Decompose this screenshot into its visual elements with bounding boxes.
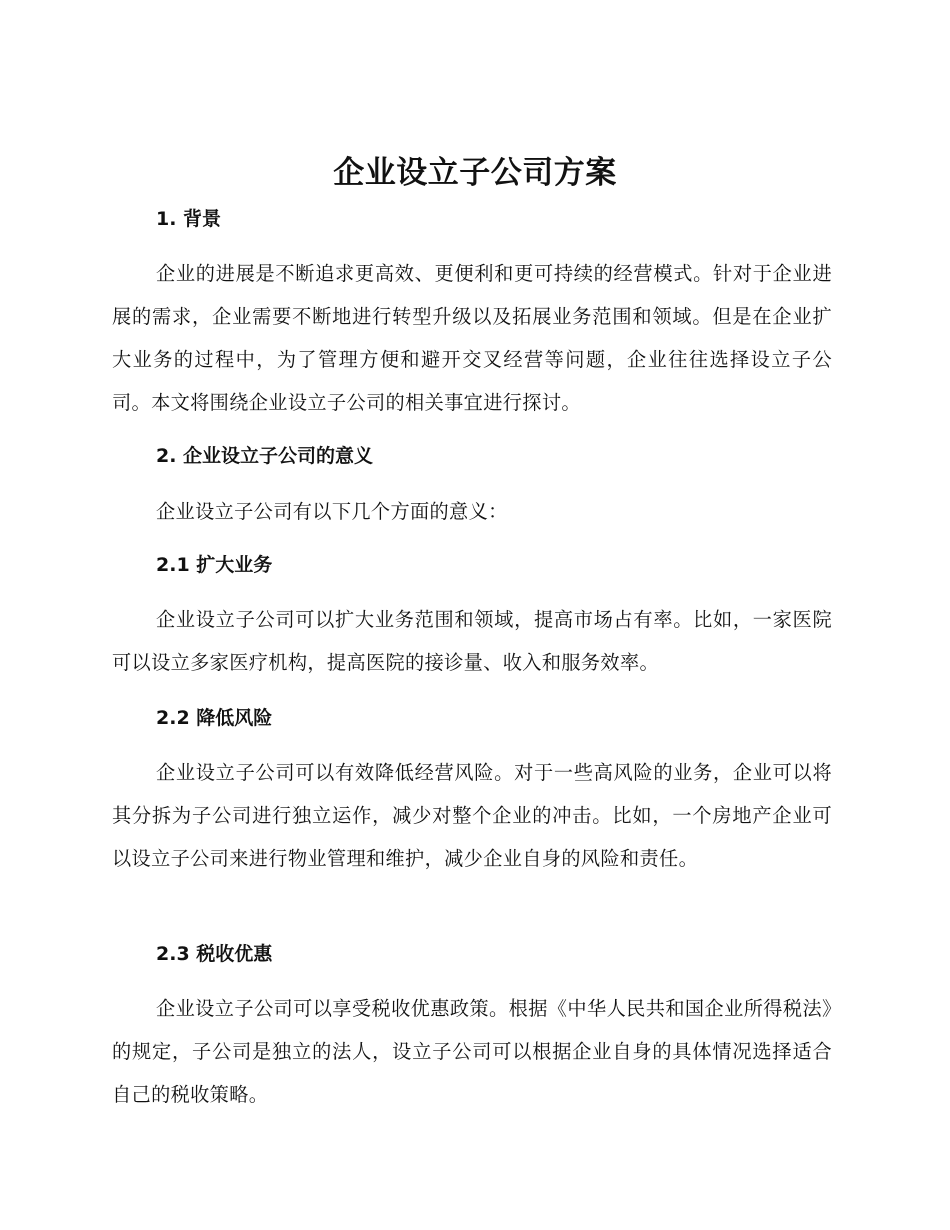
section-heading-expand-business: 2.1 扩大业务 xyxy=(156,554,273,576)
section-paragraph-expand-business: 企业设立子公司可以扩大业务范围和领域，提高市场占有率。比如，一家医院可以设立多家医疗机构，提高医院的接诊量、收入和服务效率。 xyxy=(112,608,832,674)
section-heading-significance: 2. 企业设立子公司的意义 xyxy=(156,445,374,467)
section-paragraph-significance: 企业设立子公司有以下几个方面的意义： xyxy=(156,500,508,523)
section-paragraph-tax-benefits: 企业设立子公司可以享受税收优惠政策。根据《中华人民共和国企业所得税法》的规定，子公司是独立的法人，设立子公司可以根据企业自身的具体情况选择适合自己的税收策略。 xyxy=(112,997,832,1106)
section-heading-reduce-risk: 2.2 降低风险 xyxy=(156,707,273,729)
document-title: 企业设立子公司方案 xyxy=(333,155,617,191)
section-paragraph-background: 企业的进展是不断追求更高效、更便利和更可持续的经营模式。针对于企业进展的需求，企业需要不断地进行转型升级以及拓展业务范围和领域。但是在企业扩大业务的过程中，为了管理方便和避开交叉经营等问题，企业往往选择设立子公司。本文将围绕企业设立子公司的相关事宜进行探讨。 xyxy=(112,262,832,414)
section-heading-tax-benefits: 2.3 税收优惠 xyxy=(156,943,273,965)
section-heading-background: 1. 背景 xyxy=(156,208,222,230)
section-paragraph-reduce-risk: 企业设立子公司可以有效降低经营风险。对于一些高风险的业务，企业可以将其分拆为子公司进行独立运作，减少对整个企业的冲击。比如，一个房地产企业可以设立子公司来进行物业管理和维护，减少企业自身的风险和责任。 xyxy=(112,761,832,870)
